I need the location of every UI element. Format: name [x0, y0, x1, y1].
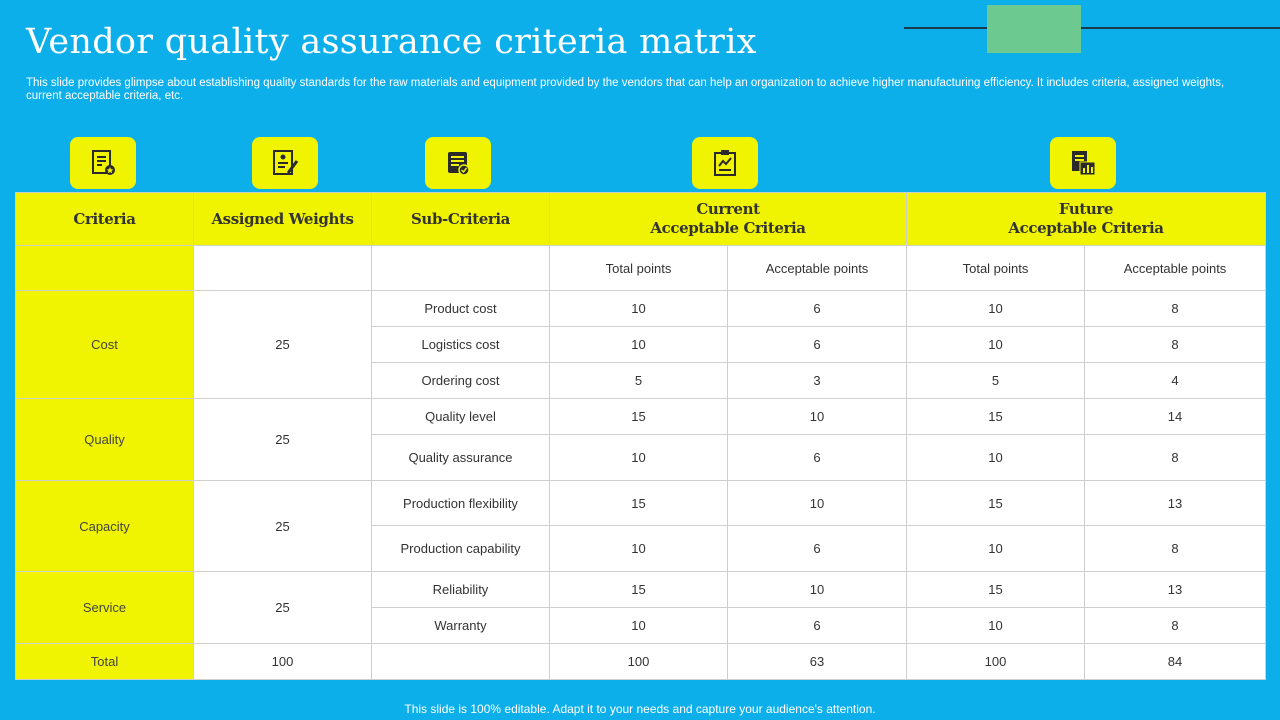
vendor-rating-icon-box	[70, 137, 136, 189]
current-total-cell: 10	[550, 327, 728, 363]
current-acceptable-cell: 10	[728, 481, 907, 526]
slide-title: Vendor quality assurance criteria matrix	[26, 22, 757, 62]
sub-criteria-cell: Warranty	[372, 608, 550, 644]
sub-criteria-cell: Quality assurance	[372, 435, 550, 481]
subheader-empty-weights	[194, 246, 372, 291]
subheader-future-acceptable: Acceptable points	[1085, 246, 1266, 291]
sub-criteria-cell: Logistics cost	[372, 327, 550, 363]
future-total-cell: 10	[907, 435, 1085, 481]
table-row	[16, 291, 1266, 327]
future-total-cell: 10	[907, 291, 1085, 327]
criteria-capacity: Capacity	[16, 481, 194, 572]
subheader-empty-sub	[372, 246, 550, 291]
total-empty-sub	[372, 644, 550, 680]
sub-criteria-cell: Production capability	[372, 526, 550, 572]
future-acceptable-cell: 4	[1085, 363, 1266, 399]
weight-capacity: 25	[194, 481, 372, 572]
current-acceptable-cell: 6	[728, 327, 907, 363]
sub-criteria-cell: Ordering cost	[372, 363, 550, 399]
current-total-cell: 15	[550, 481, 728, 526]
subheader-current-acceptable: Acceptable points	[728, 246, 907, 291]
current-total-cell: 10	[550, 526, 728, 572]
clipboard-chart-icon	[710, 148, 740, 178]
future-acceptable-cell: 13	[1085, 572, 1266, 608]
current-acceptable-cell: 3	[728, 363, 907, 399]
future-total-cell: 15	[907, 572, 1085, 608]
current-total-cell: 10	[550, 608, 728, 644]
decorative-line	[904, 27, 1280, 29]
analytics-report-icon	[1068, 148, 1098, 178]
subheader-future-total: Total points	[907, 246, 1085, 291]
header-row	[16, 193, 1266, 246]
slide-description: This slide provides glimpse about establishing quality standards for the raw materials and equipment provided by the vendors that can help an organization to achieve higher manufacturing efficiency. It includes criteria, assigned weights, current acceptable criteria, etc.	[26, 77, 1225, 102]
criteria-quality: Quality	[16, 399, 194, 481]
table-row	[16, 572, 1266, 608]
analytics-report-icon-box	[1050, 137, 1116, 189]
vendor-rating-document-icon	[88, 148, 118, 178]
criteria-cost: Cost	[16, 291, 194, 399]
future-total-cell: 10	[907, 608, 1085, 644]
weight-service: 25	[194, 572, 372, 644]
total-current-total: 100	[550, 644, 728, 680]
weight-cost: 25	[194, 291, 372, 399]
current-total-cell: 15	[550, 399, 728, 435]
approved-document-icon	[443, 148, 473, 178]
current-total-cell: 15	[550, 572, 728, 608]
total-future-total: 100	[907, 644, 1085, 680]
subheader-row	[16, 246, 1266, 291]
future-total-cell: 5	[907, 363, 1085, 399]
current-acceptable-cell: 6	[728, 291, 907, 327]
future-total-cell: 10	[907, 327, 1085, 363]
sub-criteria-cell: Quality level	[372, 399, 550, 435]
header-current-acceptable-criteria: Current Acceptable Criteria	[550, 193, 907, 246]
checklist-edit-icon	[270, 148, 300, 178]
header-sub-criteria: Sub-Criteria	[372, 193, 550, 246]
current-total-cell: 5	[550, 363, 728, 399]
slide-footer: This slide is 100% editable. Adapt it to your needs and capture your audience's attention.	[404, 702, 876, 716]
future-acceptable-cell: 8	[1085, 526, 1266, 572]
current-acceptable-cell: 10	[728, 399, 907, 435]
total-future-acceptable: 84	[1085, 644, 1266, 680]
total-row	[16, 644, 1266, 680]
current-total-cell: 10	[550, 291, 728, 327]
future-acceptable-cell: 14	[1085, 399, 1266, 435]
sub-criteria-cell: Production flexibility	[372, 481, 550, 526]
table-row	[16, 399, 1266, 435]
total-current-acceptable: 63	[728, 644, 907, 680]
subheader-empty-criteria	[16, 246, 194, 291]
future-acceptable-cell: 8	[1085, 327, 1266, 363]
table-row	[16, 481, 1266, 526]
approved-document-icon-box	[425, 137, 491, 189]
subheader-current-total: Total points	[550, 246, 728, 291]
future-total-cell: 10	[907, 526, 1085, 572]
sub-criteria-cell: Product cost	[372, 291, 550, 327]
criteria-matrix-table	[15, 192, 1266, 680]
current-total-cell: 10	[550, 435, 728, 481]
future-acceptable-cell: 13	[1085, 481, 1266, 526]
weight-quality: 25	[194, 399, 372, 481]
current-acceptable-cell: 10	[728, 572, 907, 608]
future-total-cell: 15	[907, 481, 1085, 526]
header-future-acceptable-criteria: Future Acceptable Criteria	[907, 193, 1266, 246]
current-acceptable-cell: 6	[728, 435, 907, 481]
checklist-icon-box	[252, 137, 318, 189]
future-total-cell: 15	[907, 399, 1085, 435]
criteria-service: Service	[16, 572, 194, 644]
current-acceptable-cell: 6	[728, 608, 907, 644]
current-acceptable-cell: 6	[728, 526, 907, 572]
future-acceptable-cell: 8	[1085, 435, 1266, 481]
future-acceptable-cell: 8	[1085, 608, 1266, 644]
header-criteria: Criteria	[16, 193, 194, 246]
future-acceptable-cell: 8	[1085, 291, 1266, 327]
sub-criteria-cell: Reliability	[372, 572, 550, 608]
total-weight: 100	[194, 644, 372, 680]
clipboard-chart-icon-box	[692, 137, 758, 189]
header-assigned-weights: Assigned Weights	[194, 193, 372, 246]
total-label: Total	[16, 644, 194, 680]
decorative-rectangle	[987, 5, 1081, 53]
